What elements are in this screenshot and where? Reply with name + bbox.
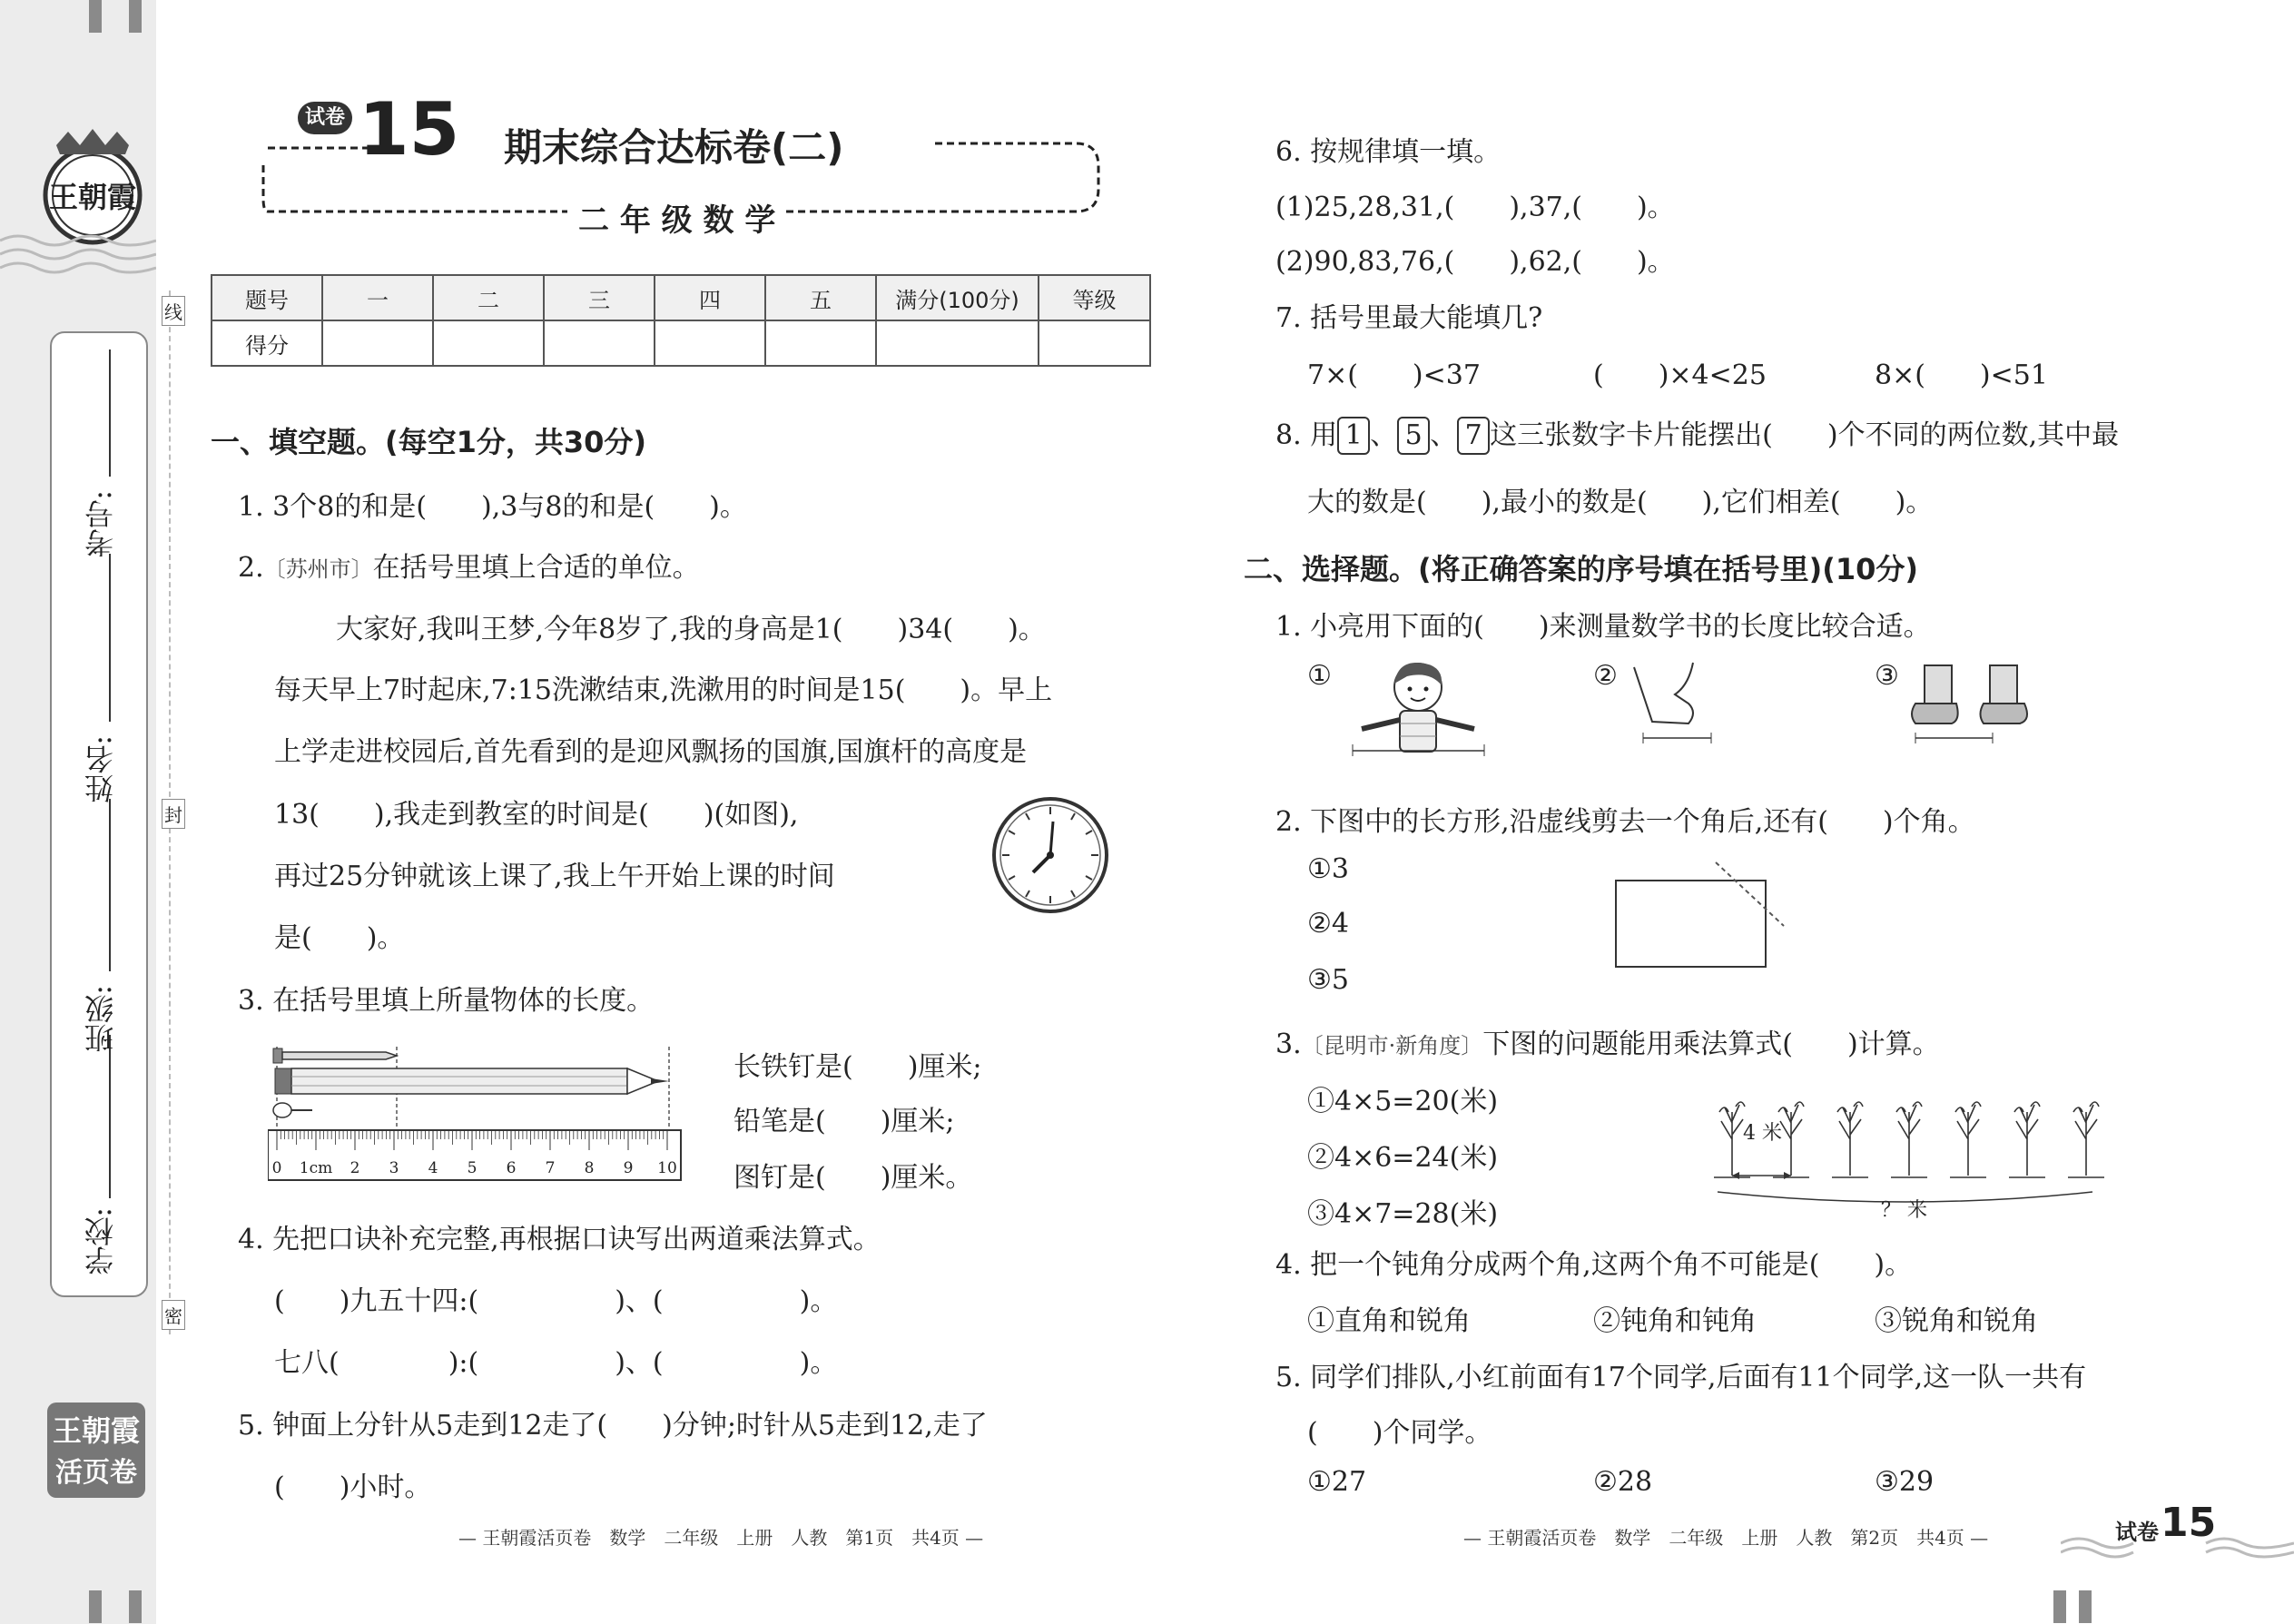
c2-option-3[interactable]: ③5 xyxy=(1307,964,1349,996)
cut-mark-seal: 封 xyxy=(162,799,185,829)
q2-paragraph-line: 大家好,我叫王梦,今年8岁了,我的身高是1( )34( )。 xyxy=(336,614,1046,645)
score-cell[interactable] xyxy=(876,320,1039,366)
q6-part1: (1)25,28,31,( ),37,( )。 xyxy=(1275,192,1675,223)
exam-id-field[interactable] xyxy=(109,349,111,477)
c3-option-2[interactable]: ②4×6=24(米) xyxy=(1307,1142,1499,1174)
c2-option-2[interactable]: ②4 xyxy=(1307,908,1349,940)
q8-prefix: 8. 用 xyxy=(1275,419,1338,451)
wave-decoration xyxy=(0,222,156,277)
q3-answer-nail: 长铁钉是( )厘米; xyxy=(733,1051,982,1083)
score-header: 五 xyxy=(765,275,876,320)
q7-item-c: 8×( )<51 xyxy=(1875,359,2048,391)
c5-option-3[interactable]: ③29 xyxy=(1875,1466,1935,1498)
class-label: 班级: xyxy=(84,985,118,1053)
c4-option-2[interactable]: ②钝角和钝角 xyxy=(1593,1305,1757,1337)
ruler-label: 9 xyxy=(623,1159,634,1177)
bottom-bar-mark xyxy=(2053,1590,2066,1623)
q8-text: 8. 用 1 、 5 、 7 这三张数字卡片能摆出( )个不同的两位数,其中最 xyxy=(1275,412,2119,455)
section-2-heading: 二、选择题。(将正确答案的序号填在括号里)(10分) xyxy=(1244,552,1919,586)
bottom-bar-mark xyxy=(129,1590,142,1623)
bottom-bar-mark xyxy=(89,1590,102,1623)
score-cell[interactable] xyxy=(655,320,765,366)
tree-icon xyxy=(1832,1102,1868,1177)
tree-spacing-label: 4 米 xyxy=(1743,1122,1782,1145)
score-header: 二 xyxy=(433,275,544,320)
score-table xyxy=(211,274,1151,367)
q4-line: ( )九五十四:( )、( )。 xyxy=(274,1285,838,1317)
score-cell[interactable] xyxy=(765,320,876,366)
c5-text-cont: ( )个同学。 xyxy=(1307,1417,1492,1449)
name-field[interactable] xyxy=(109,554,111,722)
brand-block xyxy=(47,1403,145,1498)
c5-option-1[interactable]: ①27 xyxy=(1307,1466,1367,1498)
score-header: 一 xyxy=(322,275,433,320)
q2-paragraph-line: 再过25分钟就该上课了,我上午开始上课的时间 xyxy=(274,861,835,892)
section-1-heading: 一、填空题。(每空1分，共30分) xyxy=(211,425,647,459)
total-distance-label: ？ 米 xyxy=(1881,1199,1927,1221)
tree-icon xyxy=(2009,1102,2045,1177)
ruler-label: 10 xyxy=(657,1159,677,1177)
ruler-label: 1cm xyxy=(299,1159,333,1177)
cut-mark-secret: 密 xyxy=(162,1300,185,1330)
ruler-label: 4 xyxy=(428,1159,438,1177)
q2-paragraph-line: 每天早上7时起床,7:15洗漱结束,洗漱用的时间是15( )。早上 xyxy=(274,674,1053,706)
c3-option-1[interactable]: ①4×5=20(米) xyxy=(1307,1086,1499,1117)
c5-text: 5. 同学们排队,小红前面有17个同学,后面有11个同学,这一队一共有 xyxy=(1275,1362,2087,1393)
q6-text: 6. 按规律填一填。 xyxy=(1275,136,1501,168)
q1-text: 1. 3个8的和是( ),3与8的和是( )。 xyxy=(238,491,747,523)
school-label: 学校: xyxy=(84,1207,118,1275)
hand-span-illustration xyxy=(1625,658,1725,749)
corner-badge-number: 15 xyxy=(2161,1500,2217,1546)
top-bar-mark xyxy=(89,0,102,33)
ruler-label: 3 xyxy=(389,1159,399,1177)
brand-line2: 活页卷 xyxy=(55,1457,137,1489)
c2-option-1[interactable]: ①3 xyxy=(1307,853,1349,885)
foot-step-illustration xyxy=(1906,658,2038,749)
q3-text: 3. 在括号里填上所量物体的长度。 xyxy=(238,985,655,1017)
clock-illustration xyxy=(989,794,1112,917)
c1-option-1[interactable]: ① xyxy=(1307,660,1332,692)
ruler-measurement-illustration xyxy=(268,1039,685,1185)
exam-badge: 试卷 xyxy=(298,102,352,134)
c3-option-3[interactable]: ③4×7=28(米) xyxy=(1307,1198,1499,1230)
score-header: 等级 xyxy=(1039,275,1150,320)
score-cell[interactable] xyxy=(1039,320,1150,366)
arm-span-illustration xyxy=(1344,658,1493,772)
footer-left: — 王朝霞活页卷 数学 二年级 上册 人教 第1页 共4页 — xyxy=(458,1527,984,1549)
c4-option-3[interactable]: ③锐角和锐角 xyxy=(1875,1305,2038,1337)
ruler-label: 8 xyxy=(584,1159,595,1177)
c4-text: 4. 把一个钝角分成两个角,这两个角不可能是( )。 xyxy=(1275,1249,1913,1281)
q5-text: 5. 钟面上分针从5走到12走了( )分钟;时针从5走到12,走了 xyxy=(238,1410,988,1442)
cut-mark-line: 线 xyxy=(162,296,185,326)
c4-option-1[interactable]: ①直角和锐角 xyxy=(1307,1305,1471,1337)
q2-number: 2. xyxy=(238,552,264,584)
q7-item-b: ( )×4<25 xyxy=(1593,359,1767,391)
q2-region-tag: 〔苏州市〕 xyxy=(263,556,373,582)
brand-line1: 王朝霞 xyxy=(52,1413,140,1448)
score-cell[interactable] xyxy=(544,320,655,366)
c1-option-3[interactable]: ③ xyxy=(1875,660,1899,692)
page-title: 期末综合达标卷(二) xyxy=(504,125,844,170)
q2-text xyxy=(238,545,700,585)
c1-option-2[interactable]: ② xyxy=(1593,660,1618,692)
q2-paragraph-line: 是( )。 xyxy=(274,922,405,954)
c3-region-tag: 〔昆明市·新角度〕 xyxy=(1301,1033,1483,1058)
q8-rest: 这三张数字卡片能摆出( )个不同的两位数,其中最 xyxy=(1490,419,2120,451)
ruler-label: 2 xyxy=(350,1159,360,1177)
ruler-label: 7 xyxy=(545,1159,556,1177)
footer-right: — 王朝霞活页卷 数学 二年级 上册 人教 第2页 共4页 — xyxy=(1463,1527,1989,1549)
c3-instruction: 下图的问题能用乘法算式( )计算。 xyxy=(1482,1029,1940,1060)
student-info-box xyxy=(50,331,148,1297)
q5-text-cont: ( )小时。 xyxy=(274,1471,432,1503)
q4-text: 4. 先把口诀补充完整,再根据口诀写出两道乘法算式。 xyxy=(238,1224,881,1255)
q2-paragraph-line: 13( ),我走到教室的时间是( )(如图), xyxy=(274,799,799,831)
q2-paragraph-line: 上学走进校园后,首先看到的是迎风飘扬的国旗,国旗杆的高度是 xyxy=(274,736,1028,768)
c3-number: 3. xyxy=(1275,1029,1302,1060)
top-bar-mark xyxy=(129,0,142,33)
tree-icon xyxy=(1891,1102,1927,1177)
binding-margin xyxy=(0,0,156,1624)
c3-text xyxy=(1275,1021,1940,1061)
q7-item-a: 7×( )<37 xyxy=(1307,359,1481,391)
score-header: 四 xyxy=(655,275,765,320)
q8-text-cont: 大的数是( ),最小的数是( ),它们相差( )。 xyxy=(1307,487,1934,518)
q3-answer-pushpin: 图钉是( )厘米。 xyxy=(733,1162,973,1194)
corner-badge-label: 试卷 xyxy=(2115,1520,2159,1545)
q3-answer-pencil: 铅笔是( )厘米; xyxy=(733,1106,955,1137)
q2-instruction: 在括号里填上合适的单位。 xyxy=(372,552,700,584)
class-field[interactable] xyxy=(109,799,111,971)
school-field[interactable] xyxy=(109,1035,111,1198)
score-row-label: 得分 xyxy=(212,320,322,366)
score-cell[interactable] xyxy=(322,320,433,366)
score-header: 满分(100分) xyxy=(876,275,1039,320)
score-header: 题号 xyxy=(212,275,322,320)
exam-id-label: 考号: xyxy=(84,490,118,558)
tree-row-illustration xyxy=(1707,1085,2106,1221)
q7-text: 7. 括号里最大能填几? xyxy=(1275,302,1543,334)
tree-icon xyxy=(2068,1102,2104,1177)
score-header: 三 xyxy=(544,275,655,320)
c2-text: 2. 下图中的长方形,沿虚线剪去一个角后,还有( )个角。 xyxy=(1275,806,1975,838)
q6-part2: (2)90,83,76,( ),62,( )。 xyxy=(1275,246,1675,278)
digit-card: 7 xyxy=(1457,417,1490,455)
digit-card: 1 xyxy=(1337,417,1370,455)
ruler-label: 0 xyxy=(271,1159,282,1177)
score-cell[interactable] xyxy=(433,320,544,366)
bottom-bar-mark xyxy=(2079,1590,2092,1623)
rectangle-cut-illustration xyxy=(1611,858,1793,971)
q4-line: 七八( ):( )、( )。 xyxy=(274,1347,838,1379)
exam-number: 15 xyxy=(359,87,460,172)
c5-option-2[interactable]: ②28 xyxy=(1593,1466,1653,1498)
digit-card: 5 xyxy=(1397,417,1430,455)
name-label: 姓名: xyxy=(84,735,118,803)
c1-text: 1. 小亮用下面的( )来测量数学书的长度比较合适。 xyxy=(1275,611,1931,643)
subject-subtitle: 二 年 级 数 学 xyxy=(567,195,786,240)
ruler-label: 5 xyxy=(467,1159,478,1177)
tree-icon xyxy=(1950,1102,1986,1177)
ruler-label: 6 xyxy=(506,1159,517,1177)
svg-text:王朝霞: 王朝霞 xyxy=(48,180,137,214)
